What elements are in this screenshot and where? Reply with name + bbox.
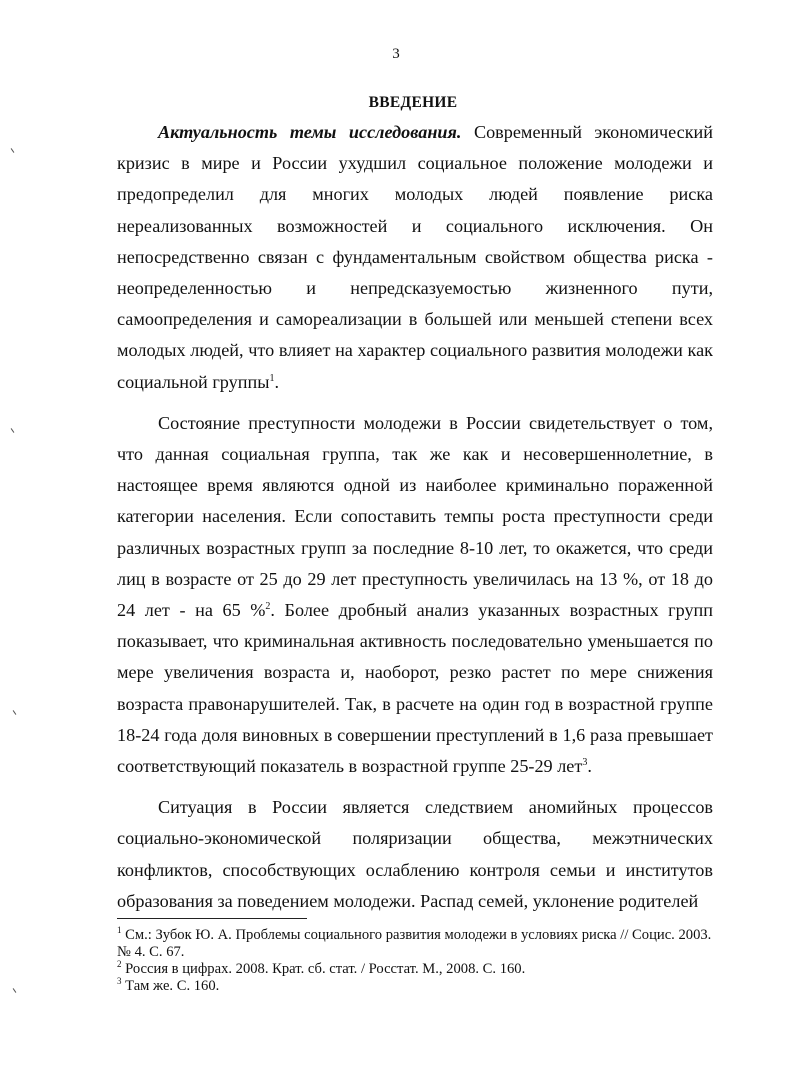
footnote-divider	[117, 918, 307, 919]
paragraph-2-tail: .	[587, 756, 592, 777]
paragraph-1-tail: .	[274, 371, 279, 392]
paragraph-1	[117, 117, 713, 398]
scan-mark	[11, 148, 15, 153]
footnote-number-3: 3	[117, 976, 122, 987]
footnote-text-3: Там же. С. 160.	[121, 978, 220, 994]
scan-mark	[13, 988, 17, 993]
footnote-1	[117, 927, 717, 961]
paragraph-2-text-b: . Более дробный анализ указанных возрастных групп показывает, что криминальная активность последовательно уменьшается по мере увеличения возраста и, наоборот, резко растет по мере снижения возраста правонарушителей. Так, в расчете на один год в возрастной группе 18-24 года доля виновных в совершении преступлений в 1,6 раза превышает соответствующий показатель в возрастной группе 25-29 лет	[117, 600, 713, 777]
footnote-number-2: 2	[117, 959, 122, 970]
paragraph-2	[117, 408, 713, 782]
topic-relevance-lead: Актуальность темы исследования.	[158, 122, 462, 142]
footnote-3	[117, 978, 717, 995]
section-heading: ВВЕДЕНИЕ	[368, 94, 458, 111]
footnote-number-1: 1	[117, 925, 122, 936]
paragraph-3	[117, 792, 713, 917]
paragraph-3-text: Ситуация в России является следствием аномийных процессов социально-экономической поляризации общества, межэтнических конфликтов, способствующих ослаблению контроля семьи и институтов образования за поведением молодежи. Распад семей, уклонение родителей	[117, 797, 713, 911]
footnote-2	[117, 961, 717, 978]
scan-mark	[11, 428, 15, 433]
footnote-text-1: См.: Зубок Ю. А. Проблемы социального развития молодежи в условиях риска // Социс. 2003. № 4. С. 67.	[117, 927, 712, 960]
footnote-text-2: Россия в цифрах. 2008. Крат. сб. стат. / Росстат. М., 2008. С. 160.	[121, 961, 526, 977]
footnotes	[117, 927, 717, 995]
body-text	[117, 117, 713, 917]
page-number: 3	[392, 46, 400, 62]
footnote-ref-3: 3	[582, 757, 588, 768]
footnote-ref-1: 1	[269, 372, 275, 384]
footnote-ref-2: 2	[265, 600, 271, 612]
paragraph-1-text: Современный экономический кризис в мире и России ухудшил социальное положение молодежи и предопределил для многих молодых людей появление риска нереализованных возможностей и социального исключения. Он непосредственно связан с фундаментальным свойством общества риска - неопределенностью и непредсказуемостью жизненного пути, самоопределения и самореализации в большей или меньшей степени всех молодых людей, что влияет на характер социального развития молодежи как социальной группы	[117, 122, 713, 392]
paragraph-2-text-a: Состояние преступности молодежи в России свидетельствует о том, что данная социальная группа, так же как и несовершеннолетние, в настоящее время являются одной из наиболее криминально пораженной категории населения. Если сопоставить темпы роста преступности среди различных возрастных групп за последние 8-10 лет, то окажется, что среди лиц в возрасте от 25 до 29 лет преступность увеличилась на 13 %, от 18 до 24 лет - на 65 %	[117, 412, 713, 621]
scan-mark	[13, 710, 17, 715]
